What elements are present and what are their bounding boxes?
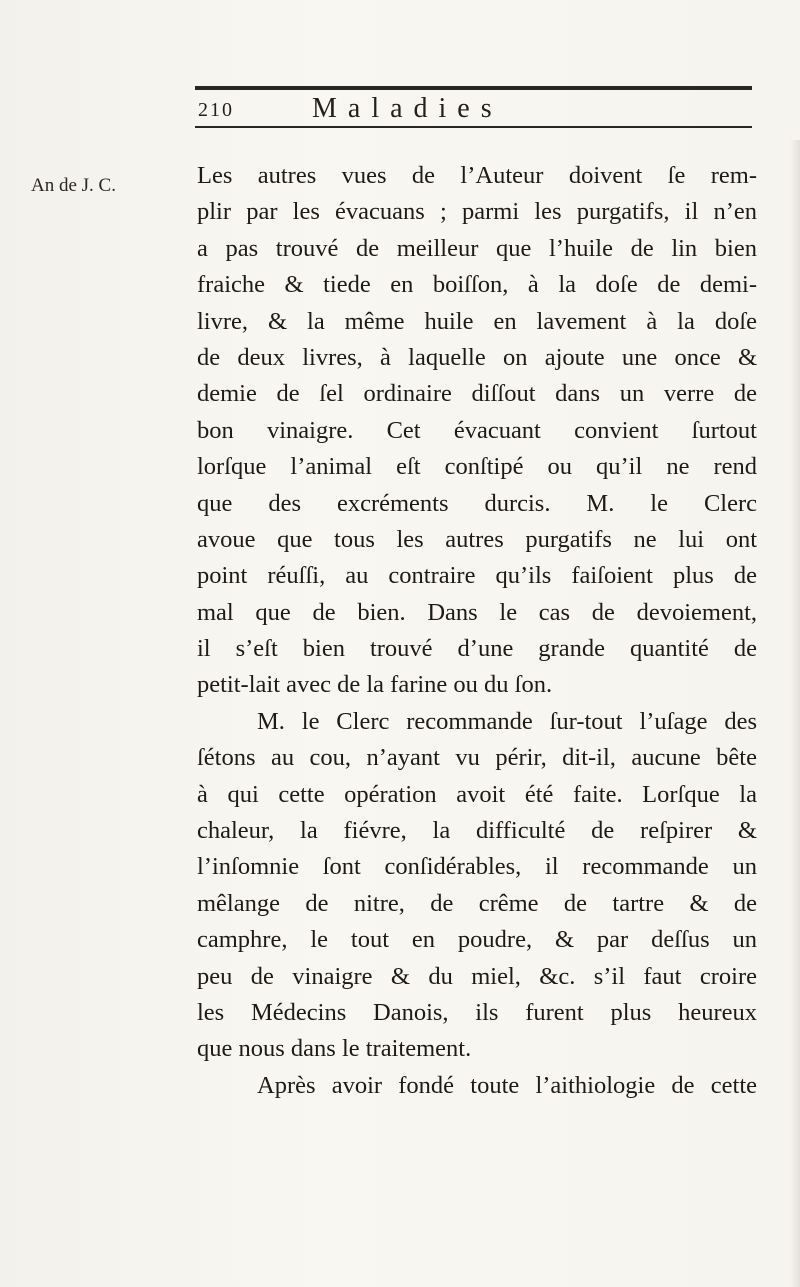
header-rule-bottom	[195, 126, 752, 128]
page-number: 210	[198, 99, 234, 121]
text-line: avoue que tous les autres purgatifs ne lui ont	[197, 525, 757, 553]
text-line: petit-lait avec de la farine ou du ſon.	[197, 671, 553, 699]
text-line: bon vinaigre. Cet évacuant convient ſurtout	[197, 416, 757, 444]
text-line: que des excréments durcis. M. le Clerc	[197, 489, 757, 517]
page-edge-shadow	[790, 140, 800, 1287]
running-head: Maladies	[312, 93, 503, 124]
text-line: il s’eſt bien trouvé d’une grande quantité de	[197, 635, 757, 663]
text-line: demie de ſel ordinaire diſſout dans un verre de	[197, 380, 757, 408]
header-rule-top	[195, 86, 752, 90]
text-line: ſétons au cou, n’ayant vu périr, dit-il, aucune bête	[197, 744, 757, 772]
text-line: a pas trouvé de meilleur que l’huile de lin bien	[197, 234, 757, 262]
text-line: camphre, le tout en poudre, & par deſſus un	[197, 926, 757, 954]
text-line: livre, & la même huile en lavement à la doſe	[197, 307, 757, 335]
text-line: à qui cette opération avoit été faite. Lorſque la	[197, 780, 757, 808]
text-line: mal que de bien. Dans le cas de devoiement,	[197, 598, 757, 626]
text-line: point réuſſi, au contraire qu’ils faiſoient plus de	[197, 562, 757, 590]
text-line: fraiche & tiede en boiſſon, à la doſe de demi-	[197, 271, 757, 299]
text-line: peu de vinaigre & du miel, &c. s’il faut croire	[197, 962, 757, 990]
text-line: que nous dans le traitement.	[197, 1035, 472, 1063]
text-line: mêlange de nitre, de crême de tartre & de	[197, 889, 757, 917]
text-line: M. le Clerc recommande ſur-tout l’uſage des	[257, 707, 757, 735]
text-line: lorſque l’animal eſt conſtipé ou qu’il ne rend	[197, 453, 757, 481]
margin-note: An de J. C.	[31, 175, 116, 196]
text-line: l’inſomnie ſont conſidérables, il recommande un	[197, 853, 757, 881]
body-text	[197, 158, 757, 1104]
text-line: les Médecins Danois, ils furent plus heureux	[197, 998, 757, 1026]
text-line: Les autres vues de l’Auteur doivent ſe rem-	[197, 162, 757, 189]
page-header	[195, 95, 752, 125]
text-line: Après avoir fondé toute l’aithiologie de cette	[257, 1071, 757, 1099]
text-line: chaleur, la fiévre, la difficulté de reſpirer &	[197, 817, 757, 845]
text-line: de deux livres, à laquelle on ajoute une once &	[197, 343, 757, 371]
text-line: plir par les évacuans ; parmi les purgatifs, il n’en	[197, 198, 757, 226]
